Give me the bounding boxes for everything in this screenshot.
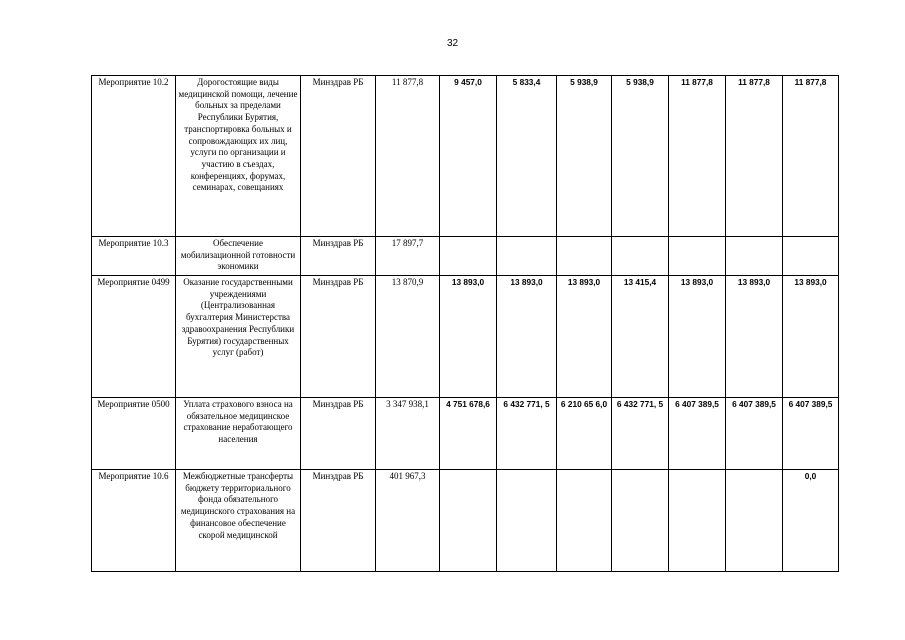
- value-cell: [669, 237, 726, 276]
- value-cell: [440, 470, 497, 572]
- value-cell: 5 938,9: [612, 76, 669, 237]
- owner-cell: Минздрав РБ: [301, 237, 376, 276]
- description-cell: Уплата страхового взноса на обязательное медицинское страхование неработающего населения: [176, 398, 301, 470]
- value-cell: 13 893,0: [440, 276, 497, 398]
- value-cell: 401 967,3: [376, 470, 440, 572]
- description-cell: Оказание государственными учреждениями (Централизованная бухгалтерия Министерства здравоохранения Республики Бурятия) государственных услуг (работ): [176, 276, 301, 398]
- value-cell: [497, 237, 557, 276]
- table-row: [92, 276, 839, 398]
- table-row: [92, 237, 839, 276]
- budget-table: [91, 75, 839, 572]
- owner-cell: Минздрав РБ: [301, 470, 376, 572]
- page-number: 32: [446, 38, 459, 49]
- event-cell: Мероприятие 10.3: [92, 237, 176, 276]
- value-cell: 13 893,0: [669, 276, 726, 398]
- value-cell: [557, 470, 612, 572]
- owner-cell: Минздрав РБ: [301, 398, 376, 470]
- value-cell: [497, 470, 557, 572]
- value-cell: 13 415,4: [612, 276, 669, 398]
- value-cell: 5 938,9: [557, 76, 612, 237]
- value-cell: 13 893,0: [783, 276, 839, 398]
- value-cell: 11 877,8: [726, 76, 783, 237]
- value-cell: 13 893,0: [497, 276, 557, 398]
- value-cell: 5 833,4: [497, 76, 557, 237]
- value-cell: 11 877,8: [669, 76, 726, 237]
- value-cell: 4 751 678,6: [440, 398, 497, 470]
- value-cell: 11 877,8: [376, 76, 440, 237]
- value-cell: [669, 470, 726, 572]
- value-cell: [440, 237, 497, 276]
- value-cell: 6 432 771, 5: [612, 398, 669, 470]
- owner-cell: Минздрав РБ: [301, 76, 376, 237]
- value-cell: [612, 237, 669, 276]
- event-cell: Мероприятие 0500: [92, 398, 176, 470]
- value-cell: [783, 237, 839, 276]
- value-cell: [612, 470, 669, 572]
- value-cell: [557, 237, 612, 276]
- table-row: [92, 470, 839, 572]
- value-cell: 6 210 65 6,0: [557, 398, 612, 470]
- value-cell: [726, 237, 783, 276]
- event-cell: Мероприятие 10.6: [92, 470, 176, 572]
- value-cell: 13 893,0: [726, 276, 783, 398]
- description-cell: Обеспечение мобилизационной готовности экономики: [176, 237, 301, 276]
- owner-cell: Минздрав РБ: [301, 276, 376, 398]
- value-cell: 6 407 389,5: [783, 398, 839, 470]
- value-cell: 17 897,7: [376, 237, 440, 276]
- description-cell: Межбюджетные трансферты бюджету территориального фонда обязательного медицинского страхования на финансовое обеспечение скорой медицинской: [176, 470, 301, 572]
- value-cell: 6 432 771, 5: [497, 398, 557, 470]
- value-cell: 13 870,9: [376, 276, 440, 398]
- description-cell: Дорогостоящие виды медицинской помощи, лечение больных за пределами Республики Бурятия, транспортировка больных и сопровождающих их лиц, услуги по организации и участию в съездах, конференциях, форумах, семинарах, совещаниях: [176, 76, 301, 237]
- value-cell: 3 347 938,1: [376, 398, 440, 470]
- value-cell: 13 893,0: [557, 276, 612, 398]
- value-cell: 11 877,8: [783, 76, 839, 237]
- value-cell: 0,0: [783, 470, 839, 572]
- event-cell: Мероприятие 10.2: [92, 76, 176, 237]
- value-cell: 6 407 389,5: [669, 398, 726, 470]
- table-row: [92, 76, 839, 237]
- event-cell: Мероприятие 0499: [92, 276, 176, 398]
- value-cell: [726, 470, 783, 572]
- value-cell: 6 407 389,5: [726, 398, 783, 470]
- table-row: [92, 398, 839, 470]
- value-cell: 9 457,0: [440, 76, 497, 237]
